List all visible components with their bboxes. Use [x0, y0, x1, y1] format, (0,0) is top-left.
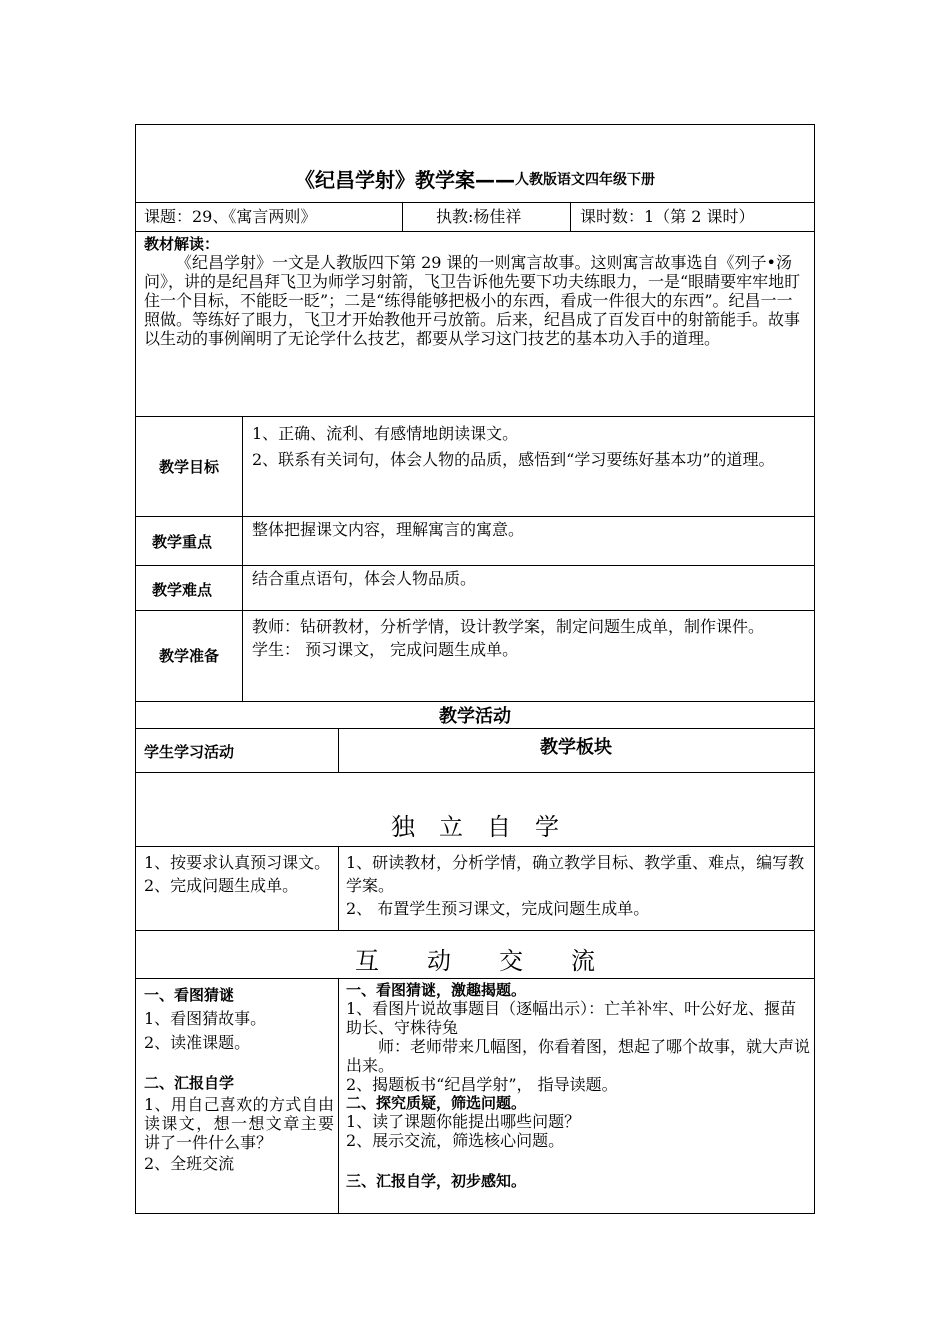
difficulty-row — [136, 566, 814, 611]
goal-item: 1、正确、流利、有感情地朗读课文。 — [252, 424, 519, 443]
phase2-teacher-item: 1、看图片说故事题目（逐幅出示）：亡羊补牢、叶公好龙、揠苗助长、守株待兔 — [346, 999, 797, 1037]
analysis-body: 《纪昌学射》一文是人教版四下第 29 课的一则寓言故事。这则寓言故事选自《列子•汤问》，讲的是纪昌拜飞卫为师学习射箭，飞卫告诉他先要下功夫练眼力，一是“眼睛要牢牢地盯住一个目标，不能眨一眨”；二是“练得能够把极小的东西，看成一件很大的东西”。纪昌一一照做。等练好了眼力，飞卫才开始教他开弓放箭。后来，纪昌成了百发百中的射箭能手。故事以生动的事例阐明了无论学什么技艺，都要从学习这门技艺的基本功入手的道理。 — [144, 253, 801, 348]
phase1-teacher-item: 2、 布置学生预习课文，完成问题生成单。 — [346, 899, 650, 918]
page-title: 《纪昌学射》教学案—— — [295, 168, 515, 192]
topic-cell: 课题：29、《寓言两则》 — [144, 207, 317, 226]
lesson-plan-table — [135, 124, 815, 1214]
phase2-title: 互 动 交 流 — [355, 947, 595, 975]
phase1-student-item: 2、完成问题生成单。 — [144, 876, 299, 895]
difficulty-text: 结合重点语句，体会人物品质。 — [252, 569, 477, 588]
phase2-student-heading: 一、看图猜谜 — [144, 986, 235, 1004]
activities-header: 教学活动 — [439, 706, 511, 727]
key-label: 教学重点 — [152, 533, 213, 551]
student-activities-col: 学生学习活动 — [144, 743, 235, 761]
teacher-cell: 执教:杨佳祥 — [436, 207, 522, 226]
phase2-student-item: 1、看图猜故事。 — [144, 1009, 267, 1028]
phase2-teacher-item: 2、揭题板书“纪昌学射”， 指导读题。 — [346, 1075, 618, 1094]
phase2-teacher-heading: 三、汇报自学，初步感知。 — [346, 1172, 527, 1190]
key-row — [136, 517, 814, 566]
title-row — [136, 125, 814, 203]
goals-label: 教学目标 — [158, 457, 219, 476]
phase2-student-heading: 二、汇报自学 — [144, 1074, 235, 1092]
analysis-heading: 教材解读： — [144, 235, 220, 253]
phase2-student-item: 1、用自己喜欢的方式自由读课文，想一想文章主要讲了一件什么事？ — [144, 1095, 334, 1152]
phase1-title: 独 立 自 学 — [391, 813, 559, 841]
activities-header-row — [136, 702, 814, 729]
column-header-row — [136, 729, 814, 773]
goal-item: 2、联系有关词句，体会人物的品质，感悟到“学习要练好基本功”的道理。 — [252, 450, 775, 469]
phase1-title-row — [136, 773, 814, 847]
phase2-teacher-heading: 一、看图猜谜，激趣揭题。 — [346, 981, 527, 999]
phase2-teacher-item: 1、读了课题你能提出哪些问题？ — [346, 1112, 581, 1131]
prep-student: 学生： 预习课文， 完成问题生成单。 — [252, 640, 519, 659]
prep-teacher: 教师：钻研教材，分析学情，设计教学案，制定问题生成单，制作课件。 — [252, 617, 765, 636]
phase2-row — [136, 979, 814, 1213]
prep-label: 教学准备 — [158, 647, 219, 665]
hours-cell: 课时数：1（第 2 课时） — [580, 207, 755, 226]
analysis-row — [136, 232, 814, 417]
board-col: 教学板块 — [540, 737, 612, 758]
info-row — [136, 203, 814, 232]
phase2-title-row — [136, 931, 814, 979]
difficulty-label: 教学难点 — [152, 581, 213, 599]
phase2-teacher-item: 师：老师带来几幅图，你看着图，想起了哪个故事，就大声说出来。 — [346, 1037, 811, 1075]
phase1-teacher-item: 1、研读教材，分析学情，确立教学目标、教学重、难点，编写教学案。 — [346, 853, 805, 895]
key-text: 整体把握课文内容，理解寓言的寓意。 — [252, 520, 525, 539]
phase2-student-item: 2、全班交流 — [144, 1154, 235, 1173]
phase1-row — [136, 847, 814, 931]
page-subtitle: 人教版语文四年级下册 — [515, 171, 655, 188]
goals-row — [136, 417, 814, 517]
phase1-student-item: 1、按要求认真预习课文。 — [144, 853, 331, 872]
phase2-student-item: 2、读准课题。 — [144, 1033, 251, 1052]
phase2-teacher-item: 2、展示交流，筛选核心问题。 — [346, 1131, 565, 1150]
phase2-teacher-heading: 二、探究质疑，筛选问题。 — [346, 1094, 527, 1112]
prep-row — [136, 611, 814, 702]
